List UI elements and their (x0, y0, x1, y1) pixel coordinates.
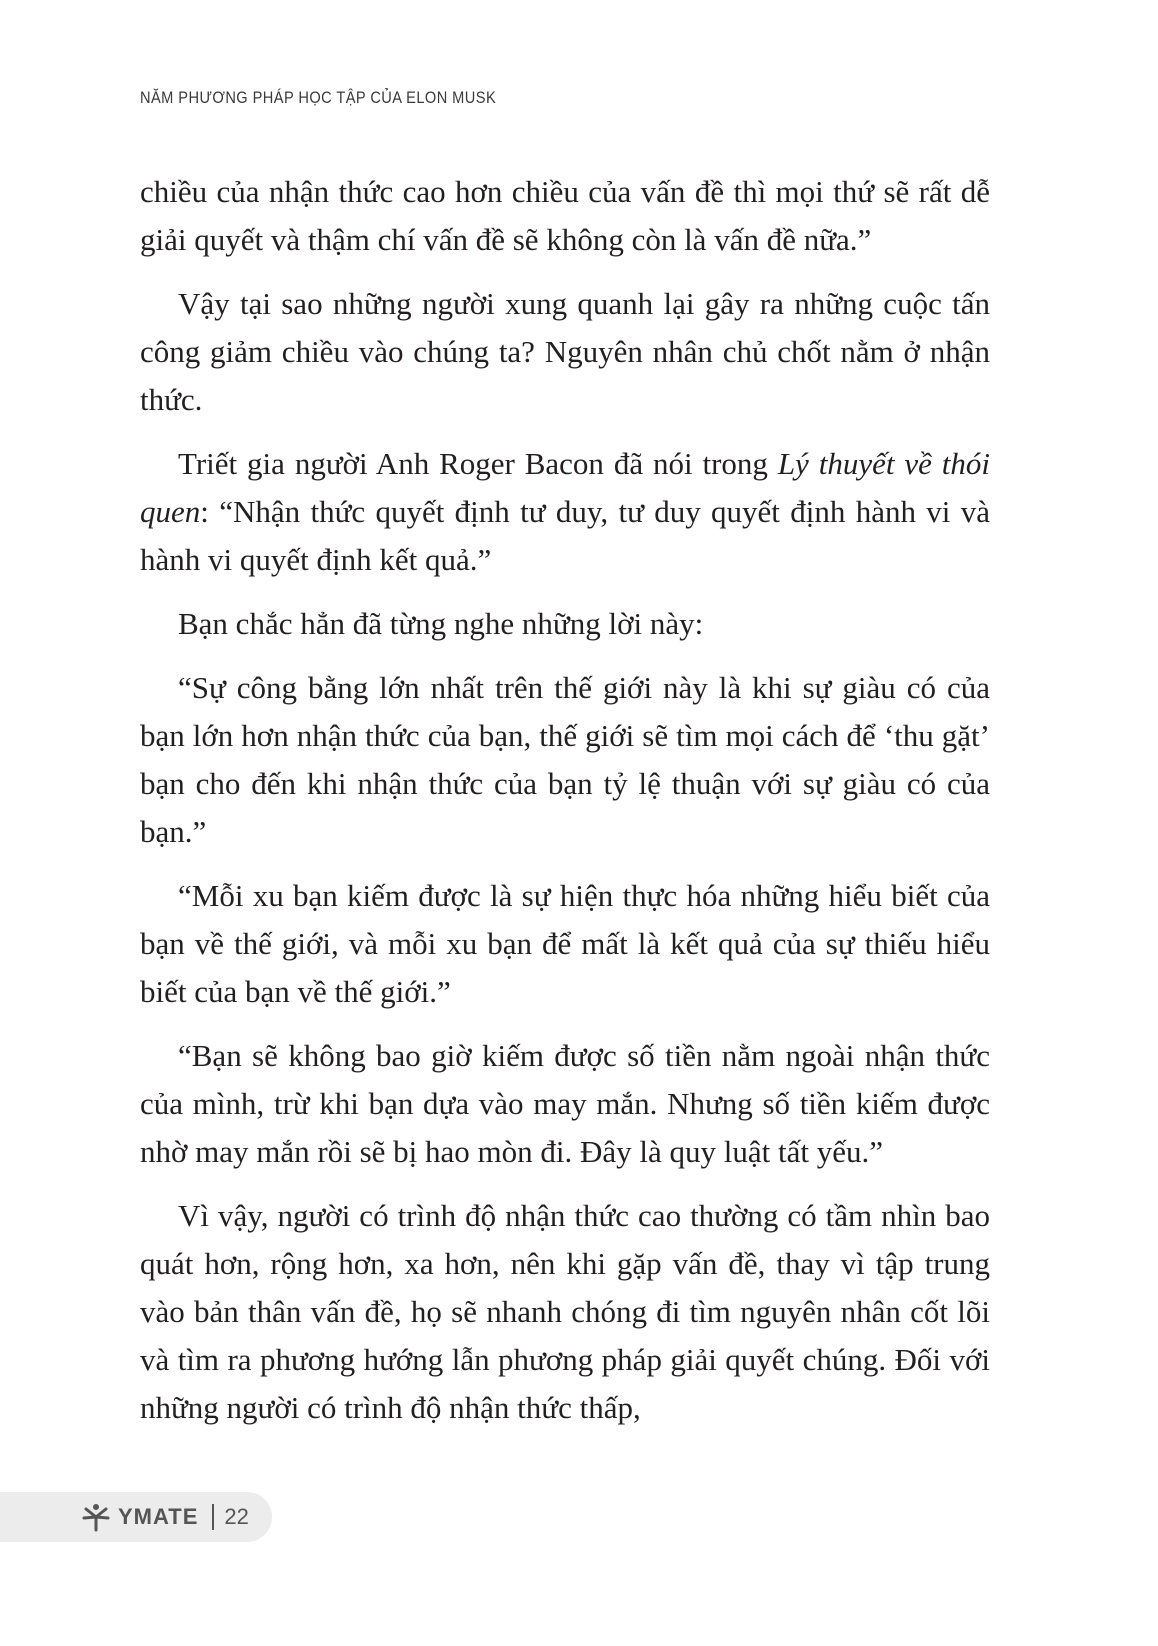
paragraph: Bạn chắc hẳn đã từng nghe những lời này: (178, 606, 704, 641)
page-number: 22 (224, 1504, 249, 1529)
quote-paragraph: “Sự công bằng lớn nhất trên thế giới này là khi sự giàu có của bạn lớn hơn nhận thức của bạn, thế giới sẽ tìm mọi cách để ‘thu gặt’ bạn cho đến khi nhận thức của bạn tỷ lệ thuận với sự giàu có của bạn.” (140, 670, 990, 849)
paragraph: Vì vậy, người có trình độ nhận thức cao thường có tầm nhìn bao quát hơn, rộng hơn, xa hơn, nên khi gặp vấn đề, thay vì tập trung vào bản thân vấn đề, họ sẽ nhanh chóng đi tìm nguyên nhân cốt lõi và tìm ra phương hướng lẫn phương pháp giải quyết chúng. Đối với những người có trình độ nhận thức thấp, (140, 1198, 990, 1425)
footer-divider (212, 1504, 214, 1530)
ymate-logo-icon (80, 1501, 112, 1533)
paragraph-continuation: chiều của nhận thức cao hơn chiều của vấn đề thì mọi thứ sẽ rất dễ giải quyết và thậm chí vấn đề sẽ không còn là vấn đề nữa.” (140, 174, 990, 257)
body-text (140, 168, 990, 1448)
paragraph-text: Triết gia người Anh Roger Bacon đã nói trong (178, 446, 778, 481)
paragraph-text: : “Nhận thức quyết định tư duy, tư duy quyết định hành vi và hành vi quyết định kết quả.” (140, 494, 990, 577)
paragraph-bacon-quote (140, 440, 990, 584)
footer-tab (0, 1492, 272, 1542)
running-header: NĂM PHƯƠNG PHÁP HỌC TẬP CỦA ELON MUSK (140, 88, 497, 107)
book-title: Lý thuyết về thói quen (140, 446, 990, 529)
footer-brand: YMATE (118, 1504, 199, 1529)
paragraph: Vậy tại sao những người xung quanh lại gây ra những cuộc tấn công giảm chiều vào chúng ta? Nguyên nhân chủ chốt nằm ở nhận thức. (140, 286, 990, 417)
quote-paragraph: “Bạn sẽ không bao giờ kiếm được số tiền nằm ngoài nhận thức của mình, trừ khi bạn dựa vào may mắn. Nhưng số tiền kiếm được nhờ may mắn rồi sẽ bị hao mòn đi. Đây là quy luật tất yếu.” (140, 1038, 990, 1169)
quote-paragraph: “Mỗi xu bạn kiếm được là sự hiện thực hóa những hiểu biết của bạn về thế giới, và mỗi xu bạn để mất là kết quả của sự thiếu hiểu biết của bạn về thế giới.” (140, 878, 990, 1009)
